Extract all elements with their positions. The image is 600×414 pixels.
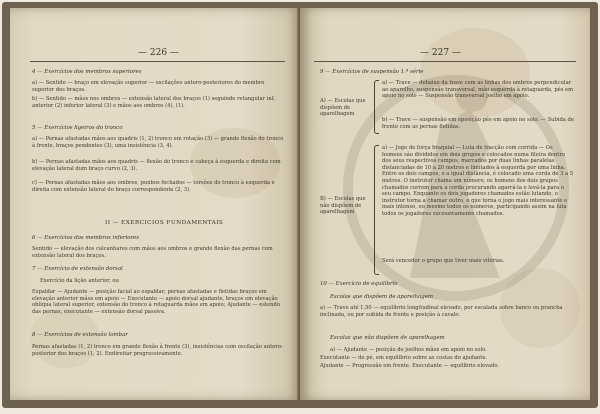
right-page bbox=[300, 8, 590, 400]
section-heading: 4 — Exercícios dos membros superiores bbox=[32, 69, 142, 75]
brace bbox=[374, 145, 379, 275]
paragraph: Executante — de pé, em equilíbrio sobre as costas do ajudante. bbox=[320, 355, 488, 361]
brace bbox=[374, 80, 379, 134]
subheading: Escolas que não dispõem de aparelhagem bbox=[330, 335, 445, 341]
section-heading: 7 — Exercício de extensão dorsal bbox=[32, 266, 123, 272]
group-label: B) — Escolas que não dispõem de aparelhagem bbox=[320, 196, 366, 216]
paragraph: a) — Trave — debaixo da trave com as linhas dos ombros perpendicular ao aparelho, suspensão transversal, mão esquerda à retaguarda, pés em apoio no solo — Suspensão transversal joelho em apoio. bbox=[382, 80, 574, 100]
group-label: A) — Escolas que dispõem de aparelhagem bbox=[320, 98, 366, 118]
header-rule-left bbox=[30, 61, 285, 62]
paragraph: Sentido — elevação dos calcanhares com mãos aos ombros e grande flexão das pernas com extensão lateral dos braços. bbox=[32, 246, 273, 259]
paragraph: Será vencedor o grupo que tiver mais vitórias. bbox=[382, 258, 505, 264]
paragraph: b) — Pernas afastadas mãos aos quadris — flexão do tronco e cabeça à esquerda e direita com elevação lateral dum braço curvo (2, 3). bbox=[32, 159, 281, 172]
header-rule-right bbox=[314, 61, 576, 62]
paragraph: a) — Sentido — braço em elevação superior — oscilações antero-posteriores do membro superior dos braços. bbox=[32, 80, 265, 93]
section-heading: 10 — Exercício de equilíbrio bbox=[320, 281, 398, 287]
paragraph: Pernas afastadas (1, 2) tronco em grande flexão à frente (3), insistências com oscilação antero-posterior dos braços (1, 2). Endireitar progressivamente. bbox=[32, 344, 283, 357]
part-title: II — EXERCICIOS FUNDAMENTAIS bbox=[105, 220, 224, 226]
page-number-left: — 226 — bbox=[138, 48, 179, 58]
paragraph: Espaldar — Ajudante — posição facial ao espaldar; pernas afastadas e fletidas braços em elevação anterior mãos em apoio — Executante — apoio dorsal ajudante, braços em elevação obliqua lateral superior, extensão do tronco à retaguarda mãos em apoio; Ajudante — estendo das pernas, executante — extensão dorsal passiva. bbox=[32, 289, 280, 315]
section-heading: 9 — Exercícios de suspensão 1.ª série bbox=[320, 69, 424, 75]
subheading: Escolas que dispõem de aparelhagem bbox=[330, 294, 434, 300]
paragraph: b) — Trave — suspensão em oposição pés em apoio no solo. — Subida de frente com as pernas fletidas. bbox=[382, 117, 574, 130]
paragraph: Exercício da lição anterior, ou bbox=[40, 278, 119, 284]
paragraph: a) — Pernas afastadas mãos aos quadris (1, 2) tronco em rotação (3) — grande flexão do tronco à frente, braços pendentes (3), uma insistência (3, 4). bbox=[32, 136, 284, 149]
paragraph: c) — Pernas afastadas mãos aos ombros, punhos fechados — torsões do tronco à esquerda e direita com extensão lateral do braço correspondente (2, 3). bbox=[32, 180, 275, 193]
paragraph: a) — Trave até 1,50 — equilíbrio longitudinal elevado, por escalada sobre banco ou prancha inclinada, ou por subida de frente e posição à cavalo. bbox=[320, 305, 563, 318]
left-page bbox=[10, 8, 300, 400]
section-heading: 6 — Exercícios dos membros inferiores bbox=[32, 235, 140, 241]
paragraph: b) — Sentido — mãos nos ombros — extensão lateral dos braços (1) seguindo retangular inf. anterior (2) inferior lateral (3) e mãos aos ombros (4), (1). bbox=[32, 96, 276, 109]
paragraph: a) — Jogo de força braquial — Luta de tracção com corrida — Os homens são divididos em dois grupos e colocados numa fileira dentro dos seus respectivos campos, marcados por duas linhas paralelas distanciadas de 10 a 20 metros e limitados à esquerda por uma linha. Entre os dois campos, e a igual distância, é colocado uma corda de 3 a 5 metros. O instrutor chama um número, os homens dos dois grupos chamados correm para a corda procurando agarrá-la e levá-la para o seu campo. Enquanto os dois jogadores chamados estão lutando, o instrutor torna a chamar outro, e que torna o jogo mais interessante e mais intenso, ou mesmo todos os números, participando assim na luta todos os jogadores sucessivamente chamados. bbox=[382, 145, 574, 217]
section-heading: 5 — Exercícios ligeiros do tronco bbox=[32, 125, 123, 131]
paragraph: Ajudante — Progressão em frente. Executante — equilíbrio elevado. bbox=[320, 363, 500, 369]
paragraph: a) — Ajudante — posição de joelhos mãos em apoio no solo. bbox=[330, 347, 487, 353]
section-heading: 8 — Exercícios de extensão lombar bbox=[32, 332, 128, 338]
page-number-right: — 227 — bbox=[420, 48, 461, 58]
open-book bbox=[2, 2, 598, 408]
